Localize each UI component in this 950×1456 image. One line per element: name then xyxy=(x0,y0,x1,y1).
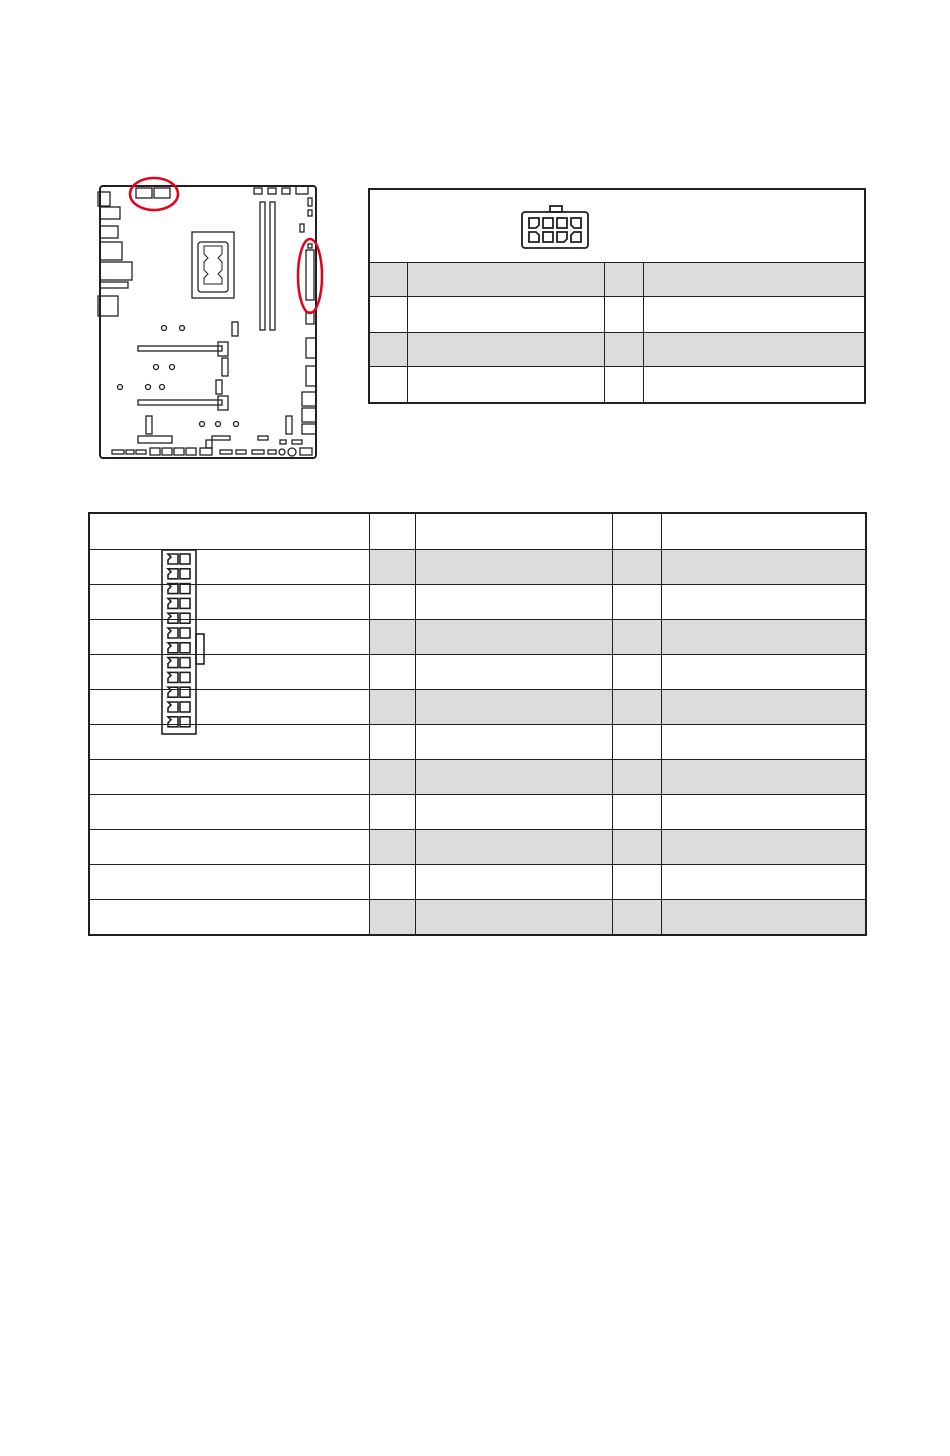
pin-right xyxy=(180,658,190,668)
pin-left xyxy=(168,584,178,594)
pin-right xyxy=(180,628,190,638)
pin-left xyxy=(168,717,178,727)
motherboard-diagram xyxy=(96,170,324,462)
pin-right xyxy=(180,584,190,594)
pin-right xyxy=(180,672,190,682)
pin-left xyxy=(168,554,178,564)
pin-left xyxy=(168,672,178,682)
pin-left xyxy=(168,643,178,653)
8-pin-connector-icon xyxy=(520,204,592,250)
pin-right xyxy=(180,702,190,712)
pin-right xyxy=(180,643,190,653)
24-pin-connector-icon xyxy=(160,548,210,738)
pin-right xyxy=(180,554,190,564)
pin-left xyxy=(168,702,178,712)
pin-right xyxy=(180,717,190,727)
pin-right xyxy=(180,598,190,608)
pin-left xyxy=(168,569,178,579)
pin-left xyxy=(168,628,178,638)
pin-left xyxy=(168,598,178,608)
atx-power-pinout-table xyxy=(88,512,867,936)
cpu-power-pinout-table xyxy=(368,188,866,404)
pin-right xyxy=(180,569,190,579)
pin-left xyxy=(168,658,178,668)
